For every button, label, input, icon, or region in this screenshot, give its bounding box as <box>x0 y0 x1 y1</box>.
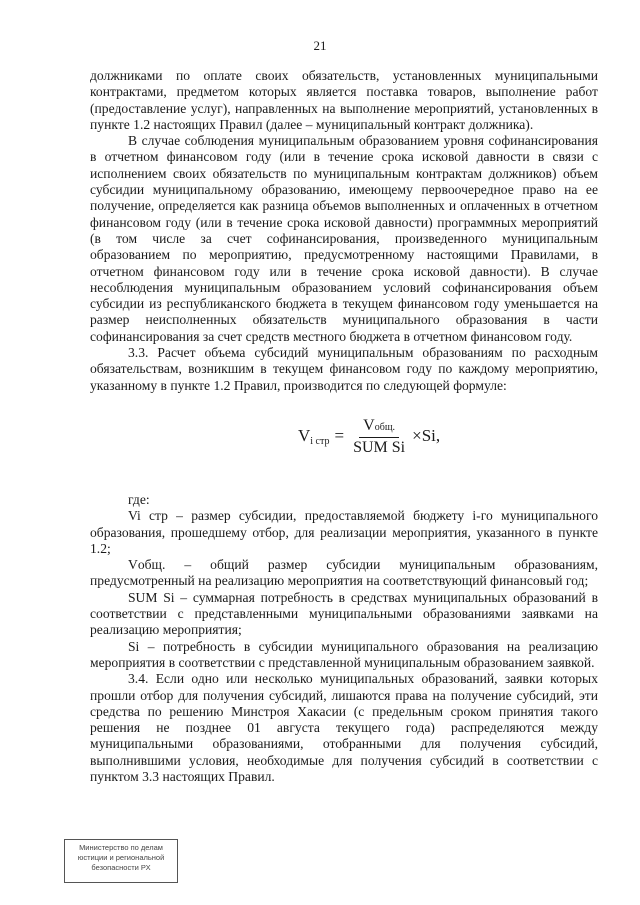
definition-si: Si – потребность в субсидии муниципального образования на реализацию мероприятия в соответствии с представленной муниципальным образованием заявкой. <box>90 638 598 670</box>
formula-numerator <box>359 416 399 438</box>
formula-denominator: SUM Si <box>353 438 406 456</box>
stamp-line-2: юстиции и региональной <box>77 853 165 862</box>
paragraph-continuation: должниками по оплате своих обязательств, установленных муниципальными контрактами, предметом которых является поставка товаров, выполнение работ (предоставление услуг), направленных на выполнение мероприятий, установленных в пункте 1.2 настоящих Правил (далее – муниципальный контракт должника). <box>90 68 598 132</box>
registration-stamp <box>64 839 178 883</box>
paragraph-3-4: 3.4. Если одно или несколько муниципальных образований, заявки которых прошли отбор для получения субсидий, лишаются права на получение субсидий, эти средства по решению Минстроя Хакасии (с предельным сроком принятия такого решения не позднее 01 августа текущего года) распределяются между муниципальными образованиями, отобранными для получения субсидий, выполнившими условия, необходимые для получения субсидий в соответствии с пунктом 3.3 настоящих Правил. <box>90 671 598 784</box>
stamp-line-1: Министерство по делам <box>79 843 163 852</box>
formula-equals: = <box>334 426 345 446</box>
formula-fraction <box>349 416 409 457</box>
formula-numerator-subscript: общ. <box>374 421 396 433</box>
formula-times-term: ×Si, <box>412 426 441 446</box>
formula-lhs-symbol: V <box>298 426 311 446</box>
formula-numerator-symbol: V <box>363 416 375 434</box>
paragraph-cofinancing: В случае соблюдения муниципальным образованием уровня софинансирования в отчетном финансовом году (или в течение срока исковой давности в связи с исполнением своих обязательств по муниципальным контрактам должников) объем субсидии муниципальному образованию, имеющему первоочередное право на ее получение, определяется как разница объемов выполненных и оплаченных в отчетном финансовом году (или в течение срока исковой давности) программных мероприятий (в том числе за счет софинансирования, произведенного муниципальным образованием по мероприятию, предусмотренному настоящими Правилами, в отчетном финансовом году или в течение срока исковой давности). В случае несоблюдения муниципальным образованием условий софинансирования объем субсидии из республиканского бюджета в текущем финансовом году уменьшается на размер неисполненных обязательств муниципального образования в части софинансирования за счет средств местного бюджета в отчетном финансовом году. <box>90 133 598 344</box>
paragraph-3-3: 3.3. Расчет объема субсидий муниципальным образованиям по расходным обязательствам, возникшим в текущем финансовом году по каждому мероприятию, указанному в пункте 1.2 Правил, производится по следующей формуле: <box>90 345 598 393</box>
formula-lhs-subscript: i стр <box>310 436 330 448</box>
definition-sum-si: SUM Si – суммарная потребность в средствах муниципальных образований в соответствии с представленными муниципальными образованиями заявками на реализацию мероприятия; <box>90 589 598 638</box>
stamp-line-3: безопасности РХ <box>91 863 151 872</box>
where-label: где: <box>128 491 150 507</box>
definition-vi: Vi стр – размер субсидии, предоставляемой бюджету i-го муниципального образования, прошедшему отбор, для реализации мероприятия, указанного в пункте 1.2; <box>90 508 598 556</box>
formula-block <box>90 394 598 492</box>
subsidy-formula <box>298 416 440 457</box>
document-body <box>90 68 598 785</box>
page-number: 21 <box>313 38 327 53</box>
definition-vobsh: Vобщ. – общий размер субсидии муниципальным образованиям, предусмотренный на реализацию мероприятия на соответствующий финансовый год; <box>90 557 598 589</box>
